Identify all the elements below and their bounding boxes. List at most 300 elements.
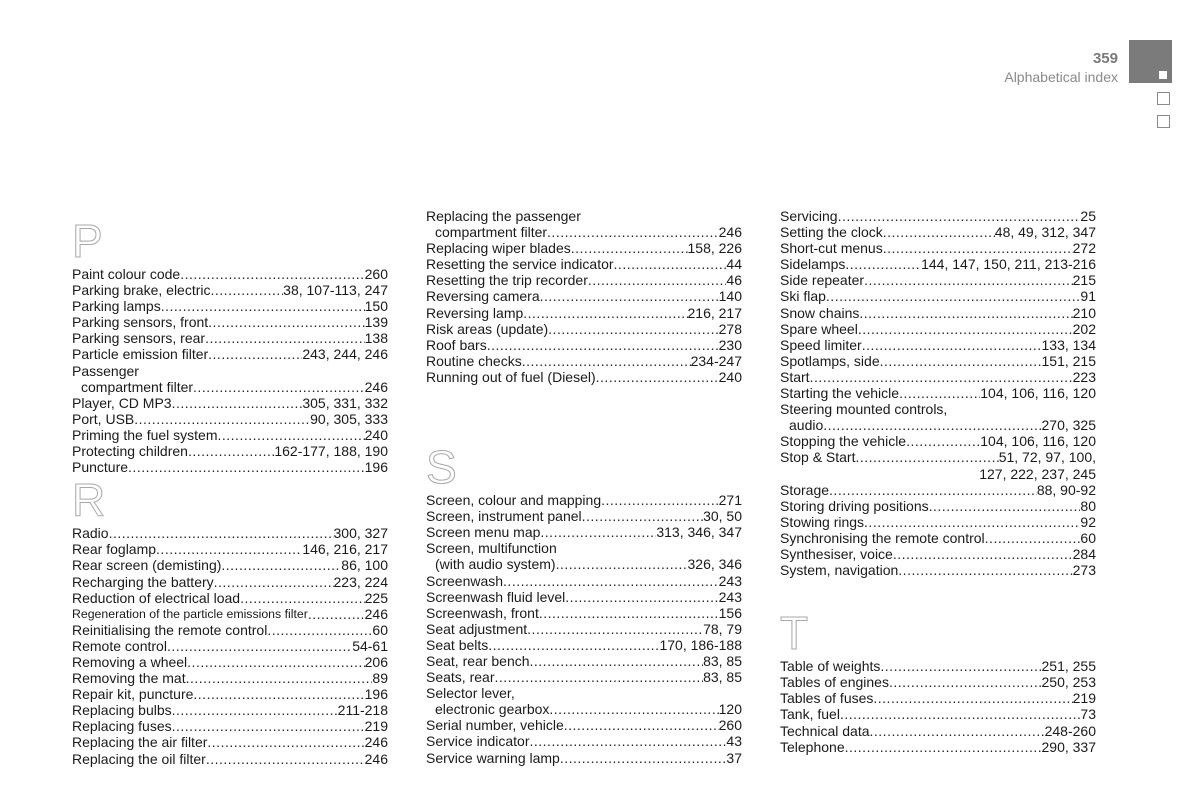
index-entry	[780, 256, 1096, 272]
index-entry	[780, 288, 1096, 304]
entry-term: Removing a wheel	[72, 653, 188, 670]
dot-leader	[810, 369, 1073, 385]
entry-term: Screen, instrument panel	[426, 508, 582, 525]
entry-term: Reversing lamp	[426, 304, 524, 321]
dot-leader	[549, 701, 718, 717]
dot-leader	[503, 573, 719, 589]
entry-term: Stopping the vehicle	[780, 433, 907, 450]
index-entry	[426, 685, 742, 701]
entry-pages: 243, 244, 246	[302, 346, 388, 363]
dot-leader	[880, 353, 1042, 369]
dot-leader	[211, 282, 284, 298]
entry-pages: 60	[1080, 529, 1096, 546]
page-number: 359	[1092, 50, 1118, 67]
entry-pages: 290, 337	[1041, 738, 1096, 755]
tab-marker-dot	[1159, 71, 1167, 79]
entry-pages: 246	[718, 224, 742, 241]
index-entry	[426, 540, 742, 556]
dot-leader	[826, 288, 1081, 304]
entry-pages: 243	[718, 572, 742, 589]
entry-term: Sidelamps	[780, 256, 846, 273]
entry-term: audio	[789, 417, 824, 434]
dot-leader	[530, 653, 704, 669]
index-entry	[426, 669, 742, 685]
entry-term: compartment filter	[81, 378, 194, 395]
index-entry	[780, 514, 1096, 530]
entry-term: Reduction of electrical load	[72, 589, 241, 606]
entry-pages: 260	[364, 266, 388, 282]
entry-term: Replacing the air filter	[72, 734, 208, 751]
index-group-r	[72, 475, 388, 766]
index-entry	[780, 482, 1096, 498]
dot-leader	[530, 733, 727, 749]
index-entry	[780, 466, 1096, 482]
section-letter: P	[72, 215, 103, 267]
dot-leader	[188, 443, 274, 459]
dot-leader	[823, 417, 1041, 433]
entry-term: compartment filter	[435, 224, 548, 241]
entry-pages: 223	[1072, 368, 1096, 385]
index-entry	[426, 492, 742, 508]
entry-pages: 146, 216, 217	[302, 541, 388, 558]
entry-term: Paint colour code	[72, 266, 181, 282]
entry-term: Seat, rear bench	[426, 652, 530, 669]
entry-pages: 230	[718, 336, 742, 353]
entry-term: Particle emission filter	[72, 346, 209, 363]
index-entry	[780, 690, 1096, 706]
index-entry	[72, 459, 388, 475]
entry-term: Risk areas (update)	[426, 320, 549, 337]
index-entry	[780, 739, 1096, 755]
index-entry	[780, 337, 1096, 353]
index-entry	[780, 449, 1096, 465]
entry-pages: 150	[364, 298, 388, 315]
entry-pages: 240	[718, 368, 742, 385]
index-entry	[72, 346, 388, 362]
entry-pages: 44	[726, 256, 742, 273]
entry-pages: 305, 331, 332	[302, 394, 388, 411]
entry-term: Routine checks	[426, 352, 522, 369]
index-entry	[72, 670, 388, 686]
index-entry	[72, 363, 388, 379]
dot-leader	[208, 314, 364, 330]
entry-pages: 162-177, 188, 190	[274, 443, 388, 460]
entry-pages: 104, 106, 116, 120	[980, 433, 1096, 450]
index-entry	[426, 637, 742, 653]
index-column-3	[780, 208, 1096, 755]
index-entry	[780, 401, 1096, 417]
dot-leader	[565, 589, 718, 605]
entry-term: Stowing rings	[780, 513, 865, 530]
index-entry	[426, 353, 742, 369]
section-letter: S	[426, 441, 457, 494]
index-entry	[426, 508, 742, 524]
dot-leader	[929, 498, 1081, 514]
index-group-t	[780, 608, 1096, 755]
entry-term: electronic gearbox	[435, 701, 550, 718]
entry-pages: 240	[364, 426, 388, 443]
entry-pages: 140	[718, 288, 742, 305]
index-entry	[72, 282, 388, 298]
entry-pages: 120	[718, 701, 742, 718]
entry-pages: 133, 134	[1041, 336, 1096, 353]
index-entry	[426, 621, 742, 637]
entry-term: Resetting the trip recorder	[426, 272, 588, 289]
entry-pages: 250, 253	[1041, 674, 1096, 691]
index-entry	[426, 305, 742, 321]
index-entry	[72, 427, 388, 443]
dot-leader	[614, 256, 727, 272]
entry-pages: 225	[364, 589, 388, 606]
index-entry	[426, 272, 742, 288]
entry-pages: 104, 106, 116, 120	[980, 385, 1096, 402]
entry-pages: 210	[1072, 304, 1096, 321]
index-entry	[780, 562, 1096, 578]
index-entry	[780, 546, 1096, 562]
index-entry	[780, 433, 1096, 449]
entry-term: Setting the clock	[780, 224, 883, 241]
entry-pages: 60	[372, 621, 388, 638]
dot-leader	[214, 574, 334, 590]
index-entry	[72, 330, 388, 346]
entry-pages: 246	[364, 750, 388, 767]
index-entry	[72, 654, 388, 670]
entry-pages: 196	[364, 686, 388, 703]
dot-leader	[308, 606, 365, 622]
dot-leader	[494, 669, 703, 685]
dot-leader	[560, 750, 727, 766]
dot-leader	[588, 272, 727, 288]
entry-pages: 43	[726, 733, 742, 750]
entry-pages: 144, 147, 150, 211, 213-216	[921, 256, 1096, 273]
entry-term: Short-cut menus	[780, 240, 883, 257]
entry-pages: 246	[364, 734, 388, 751]
index-entry	[426, 556, 742, 572]
dot-leader	[540, 524, 656, 540]
index-entry	[426, 573, 742, 589]
index-entry	[780, 224, 1096, 240]
entry-term: Recharging the battery	[72, 573, 214, 590]
section-letter: R	[72, 474, 106, 527]
index-entry	[72, 541, 388, 557]
index-entry	[426, 240, 742, 256]
entry-term: Replacing fuses	[72, 718, 172, 735]
dot-leader	[206, 751, 365, 767]
dot-leader	[205, 330, 365, 346]
index-entry	[72, 751, 388, 767]
index-entry	[72, 590, 388, 606]
dot-leader	[880, 658, 1041, 674]
entry-term: System, navigation	[780, 562, 899, 579]
entry-term: Player, CD MP3	[72, 394, 172, 411]
index-entry	[72, 622, 388, 638]
index-entry	[72, 443, 388, 459]
dot-leader	[208, 346, 302, 362]
entry-pages: 248-260	[1044, 722, 1096, 739]
entry-term: Replacing the passenger	[426, 208, 581, 224]
entry-pages: 313, 346, 347	[656, 524, 742, 541]
dot-leader	[862, 337, 1042, 353]
dot-leader	[571, 240, 688, 256]
index-column-2	[426, 208, 742, 766]
index-entry	[72, 314, 388, 330]
entry-term: Replacing bulbs	[72, 702, 172, 719]
entry-pages: 86, 100	[341, 557, 388, 574]
entry-term: Screenwash	[426, 572, 504, 589]
entry-pages: 158, 226	[687, 240, 742, 257]
entry-pages: 202	[1072, 320, 1096, 337]
entry-pages: 83, 85	[703, 652, 742, 669]
index-entry	[426, 733, 742, 749]
dot-leader	[548, 321, 718, 337]
dot-leader	[134, 411, 310, 427]
entry-term: Snow chains	[780, 304, 860, 321]
entry-term: Service warning lamp	[426, 749, 560, 766]
entry-term: Storing driving positions	[780, 497, 929, 514]
index-entry	[780, 723, 1096, 739]
entry-term: Ski flap	[780, 288, 826, 305]
entry-pages: 38, 107-113, 247	[283, 282, 388, 299]
entry-term: Serial number, vehicle	[426, 717, 564, 734]
index-entry	[72, 298, 388, 314]
entry-term: Spotlamps, side	[780, 352, 880, 369]
entry-pages: 88, 90-92	[1036, 481, 1096, 498]
index-entry	[780, 417, 1096, 433]
index-entry	[426, 288, 742, 304]
entry-term: Telephone	[780, 738, 845, 755]
entry-pages: 223, 224	[333, 573, 388, 590]
entry-term: Removing the mat	[72, 670, 186, 687]
entry-term: Parking lamps	[72, 298, 161, 315]
dot-leader	[596, 369, 719, 385]
index-entry	[780, 530, 1096, 546]
index-entry	[72, 606, 388, 622]
chapter-square-icon	[1157, 115, 1170, 128]
index-entry	[780, 385, 1096, 401]
index-entry	[72, 379, 388, 395]
entry-term: Side repeater	[780, 272, 865, 289]
entry-pages: 30, 50	[703, 508, 742, 525]
entry-term: Screen menu map	[426, 524, 541, 541]
dot-leader	[845, 256, 921, 272]
entry-term: Rear screen (demisting)	[72, 557, 222, 574]
entry-term: Tank, fuel	[780, 706, 840, 723]
index-entry	[780, 369, 1096, 385]
entry-term: Selector lever,	[426, 685, 515, 702]
entry-term: Screenwash fluid level	[426, 588, 566, 605]
entry-term: Parking brake, electric	[72, 282, 211, 299]
entry-pages: 206	[364, 653, 388, 670]
entry-pages: 246	[364, 605, 388, 622]
index-entry	[426, 701, 742, 717]
dot-leader	[829, 482, 1037, 498]
index-entry	[72, 557, 388, 573]
entry-term: Priming the fuel system	[72, 426, 218, 443]
entry-pages: 25	[1080, 208, 1096, 224]
dot-leader	[522, 353, 691, 369]
dot-leader	[906, 433, 980, 449]
entry-pages: 273	[1072, 562, 1096, 579]
entry-term: Resetting the service indicator	[426, 256, 614, 273]
dot-leader	[218, 427, 365, 443]
entry-pages: 271	[718, 492, 742, 509]
entry-pages: 138	[364, 330, 388, 347]
index-entry	[426, 256, 742, 272]
dot-leader	[889, 674, 1042, 690]
entry-term: Screenwash, front	[426, 604, 539, 621]
entry-term: Starting the vehicle	[780, 385, 900, 402]
entry-term: Passenger	[72, 362, 139, 379]
entry-term: Steering mounted controls,	[780, 401, 948, 418]
index-entry	[72, 525, 388, 541]
index-group	[780, 208, 1096, 578]
dot-leader	[156, 541, 302, 557]
entry-term: Servicing	[780, 208, 838, 224]
dot-leader	[128, 459, 365, 475]
dot-leader	[840, 706, 1080, 722]
entry-term: Table of weights	[780, 658, 881, 675]
entry-pages: 243	[718, 588, 742, 605]
index-group-p	[72, 216, 388, 475]
entry-term: (with audio system)	[435, 556, 556, 573]
index-entry	[72, 686, 388, 702]
index-entry	[72, 718, 388, 734]
dot-leader	[193, 686, 364, 702]
entry-pages: 260	[718, 717, 742, 734]
index-entry	[426, 321, 742, 337]
index-entry	[72, 411, 388, 427]
dot-leader	[172, 395, 303, 411]
entry-term: Screen, multifunction	[426, 540, 557, 557]
index-entry	[426, 589, 742, 605]
dot-leader	[859, 305, 1072, 321]
dot-leader	[838, 208, 1081, 224]
dot-leader	[487, 337, 719, 353]
dot-leader	[193, 379, 365, 395]
chapter-tab-marker	[1129, 40, 1172, 83]
index-entry	[780, 674, 1096, 690]
dot-leader	[172, 718, 365, 734]
dot-leader	[601, 492, 719, 508]
dot-leader	[864, 272, 1073, 288]
dot-leader	[527, 621, 703, 637]
entry-term: Rear foglamp	[72, 541, 157, 558]
dot-leader	[172, 702, 338, 718]
entry-pages: 80	[1080, 497, 1096, 514]
dot-leader	[556, 556, 688, 572]
index-entry	[780, 272, 1096, 288]
entry-pages: 215	[1072, 272, 1096, 289]
dot-leader	[898, 562, 1072, 578]
entry-term: Parking sensors, rear	[72, 330, 206, 347]
entry-pages: 51, 72, 97, 100,	[998, 449, 1096, 466]
index-entry	[780, 353, 1096, 369]
entry-term: Seat adjustment	[426, 620, 528, 637]
index-entry	[72, 574, 388, 590]
entry-term: Regeneration of the particle emissions filter	[72, 606, 308, 621]
entry-term: Spare wheel	[780, 320, 858, 337]
entry-term: Tables of engines	[780, 674, 889, 691]
dot-leader	[488, 637, 659, 653]
index-entry	[780, 305, 1096, 321]
dot-leader	[207, 734, 364, 750]
entry-term: Replacing the oil filter	[72, 750, 206, 767]
dot-leader	[240, 590, 365, 606]
entry-pages: 211-218	[337, 702, 388, 719]
entry-term: Roof bars	[426, 336, 487, 353]
entry-pages: 216, 217	[687, 304, 742, 321]
dot-leader	[186, 670, 373, 686]
entry-term: Repair kit, puncture	[72, 686, 194, 703]
dot-leader	[539, 605, 719, 621]
index-entry	[72, 734, 388, 750]
dot-leader	[883, 240, 1073, 256]
entry-term: Storage	[780, 481, 830, 498]
dot-leader	[864, 514, 1080, 530]
index-entry	[780, 706, 1096, 722]
index-entry	[426, 369, 742, 385]
entry-pages: 151, 215	[1041, 352, 1096, 369]
entry-pages: 219	[1072, 690, 1096, 707]
entry-pages: 46	[726, 272, 742, 289]
entry-term: Parking sensors, front	[72, 314, 209, 331]
entry-term: Seats, rear	[426, 669, 495, 686]
dot-leader	[167, 638, 352, 654]
entry-pages: 278	[718, 320, 742, 337]
entry-term: Remote control	[72, 637, 167, 654]
index-entry	[72, 266, 388, 282]
dot-leader	[858, 321, 1073, 337]
dot-leader	[564, 717, 719, 733]
dot-leader	[845, 739, 1042, 755]
entry-term: Reversing camera	[426, 288, 540, 305]
entry-pages: 73	[1080, 706, 1096, 723]
page-header	[1004, 50, 1118, 86]
dot-leader	[873, 690, 1072, 706]
entry-term: Reinitialising the remote control	[72, 621, 268, 638]
entry-pages: 127, 222, 237, 245	[979, 465, 1096, 482]
entry-pages: 170, 186-188	[659, 636, 742, 653]
index-entry	[72, 395, 388, 411]
index-entry	[426, 524, 742, 540]
index-group-s	[426, 442, 742, 766]
index-entry	[426, 717, 742, 733]
entry-term: Technical data	[780, 722, 870, 739]
entry-pages: 37	[726, 749, 742, 766]
dot-leader	[893, 546, 1073, 562]
entry-pages: 326, 346	[687, 556, 742, 573]
entry-pages: 219	[364, 718, 388, 735]
dot-leader	[855, 449, 998, 465]
index-entry	[780, 321, 1096, 337]
entry-term: Start	[780, 368, 810, 385]
index-entry	[426, 653, 742, 669]
dot-leader	[523, 305, 687, 321]
entry-pages: 78, 79	[703, 620, 742, 637]
dot-leader	[899, 385, 980, 401]
entry-pages: 196	[364, 459, 388, 476]
dot-leader	[985, 530, 1081, 546]
entry-pages: 89	[372, 670, 388, 687]
dot-leader	[870, 723, 1045, 739]
entry-pages: 48, 49, 312, 347	[994, 224, 1096, 241]
entry-pages: 234-247	[690, 352, 742, 369]
entry-pages: 90, 305, 333	[310, 410, 388, 427]
entry-pages: 54-61	[352, 637, 388, 654]
dot-leader	[267, 622, 372, 638]
entry-term: Puncture	[72, 459, 129, 476]
index-group	[426, 208, 742, 385]
